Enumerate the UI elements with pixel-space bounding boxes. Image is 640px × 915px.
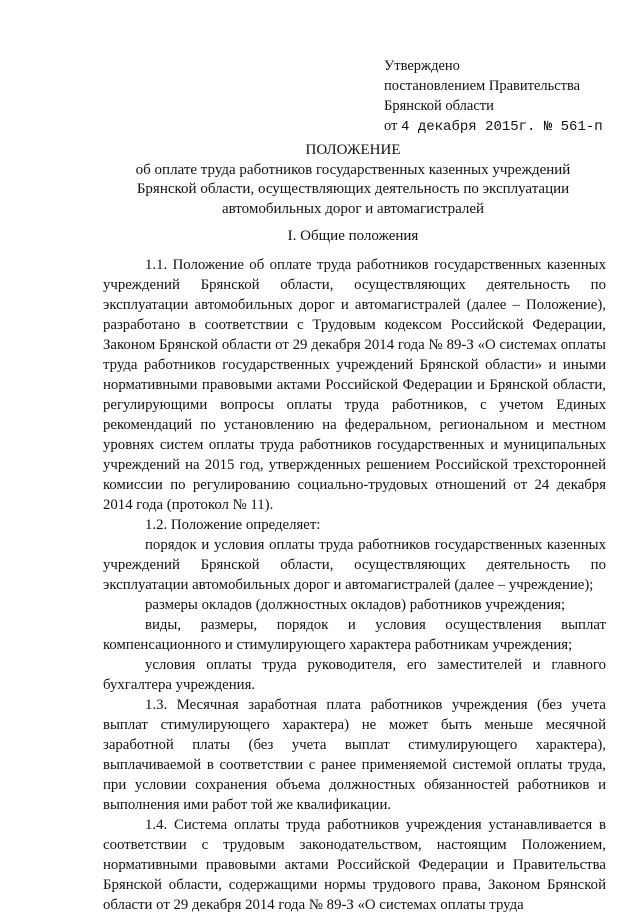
paragraph-1-2-item-salaries: размеры окладов (должностных окладов) работников учреждения;	[145, 597, 566, 613]
section-heading: I. Общие положения	[287, 228, 419, 244]
approval-line-date	[384, 116, 603, 137]
title-main: ПОЛОЖЕНИЕ	[305, 142, 401, 158]
paragraph-1-2-item-payments: виды, размеры, порядок и условия осуществления выплат компенсационного и стимулирующего характера работникам учреждения;	[103, 617, 606, 653]
paragraph-1-2-item-management: условия оплаты труда руководителя, его заместителей и главного бухгалтера учреждения.	[103, 657, 606, 693]
paragraph-1-1: 1.1. Положение об оплате труда работников государственных казенных учреждений Брянской области, осуществляющих деятельность по эксплуатации автомобильных дорог и автомагистралей (далее – Положение), разработано в соответствии с Трудовым кодексом Российской Федерации, Законом Брянской области от 29 декабря 2014 года № 89-З «О системах оплаты труда работников государственных учреждений Брянской области» и иными нормативными правовыми актами Российской Федерации и Брянской области, регулирующими вопросы оплаты труда работников, с учетом Единых рекомендаций по установлению на федеральном, региональном и местном уровнях систем оплаты труда работников государственных и муниципальных учреждений на 2015 год, утвержденных решением Российской трехсторонней комиссии по регулированию социально-трудовых отношений от 24 декабря 2014 года (протокол № 11).	[103, 257, 606, 513]
approval-stamp	[384, 56, 603, 137]
approval-line-resolution: постановлением Правительства	[384, 78, 581, 94]
approval-date-prefix: от	[384, 118, 398, 134]
title-subtitle-2: Брянской области, осуществляющих деятельность по эксплуатации	[136, 181, 570, 197]
paragraph-1-3: 1.3. Месячная заработная плата работников учреждения (без учета выплат стимулирующего характера) не может быть меньше месячной заработной платы (без учета выплат стимулирующего характера), выплачиваемой в соответствии с ранее применяемой системой оплаты труда, при условии сохранения объема должностных обязанностей работников и выполнения ими работ той же квалификации.	[103, 697, 606, 813]
paragraph-1-4: 1.4. Система оплаты труда работников учреждения устанавливается в соответствии с трудовым законодательством, настоящим Положением, нормативными правовыми актами Российской Федерации и Правительства Брянской области, содержащими нормы трудового права, Законом Брянской области от 29 декабря 2014 года № 89-З «О системах оплаты труда	[103, 817, 606, 913]
title-subtitle-1: об оплате труда работников государственных казенных учреждений	[135, 161, 571, 178]
approval-date-number: 4 декабря 2015г. № 561-п	[401, 119, 603, 135]
paragraph-1-2: 1.2. Положение определяет:	[145, 517, 321, 533]
title-subtitle-3: автомобильных дорог и автомагистралей	[221, 200, 485, 217]
paragraph-1-2-item-procedure: порядок и условия оплаты труда работников государственных казенных учреждений Брянской области, осуществляющих деятельность по эксплуатации автомобильных дорог и автомагистралей (далее – учреждение);	[103, 537, 606, 593]
approval-line-region: Брянской области	[384, 98, 494, 114]
approval-line-approved: Утверждено	[384, 58, 460, 74]
document-title	[100, 141, 606, 219]
document-body	[103, 255, 606, 915]
